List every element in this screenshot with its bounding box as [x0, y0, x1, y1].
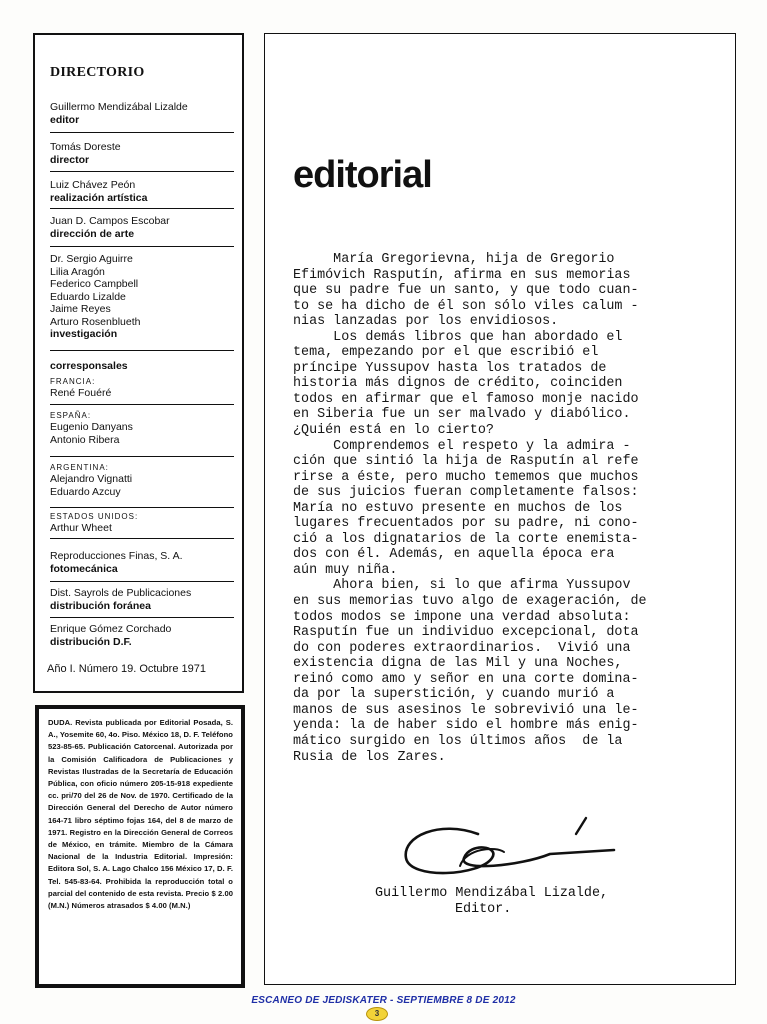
correspondent-name: René Fouéré [50, 387, 112, 399]
divider [50, 132, 234, 133]
country-label: ESTADOS UNIDOS: [50, 512, 139, 521]
divider [50, 456, 234, 457]
divider [50, 171, 234, 172]
legal-imprint-box [35, 705, 245, 988]
researcher-name: Dr. Sergio Aguirre [50, 253, 133, 265]
signature-role: Editor. [455, 902, 512, 917]
editorial-paragraph: Los demás libros que han abordado el tema, empezando por el que escribió el príncipe Yussupov hasta los tratados de historia más dignos de crédito, coinciden todos en afirmar que el famoso monje nacido en Siberia fue un ser malvado y diabólico. ¿Quién está en lo cierto? [293, 329, 639, 439]
research-team [50, 253, 234, 341]
staff-role: dirección de arte [50, 227, 135, 240]
correspondent-spain [50, 410, 234, 446]
service-role: distribución D.F. [50, 635, 132, 648]
staff-editor [50, 101, 234, 126]
correspondent-name: Alejandro Vignatti [50, 473, 133, 485]
staff-name: Tomás Doreste [50, 141, 121, 153]
editorial-panel [264, 33, 736, 985]
editorial-title: editorial [293, 154, 432, 196]
directory-box [33, 33, 244, 693]
correspondent-name: Arthur Wheet [50, 522, 112, 534]
research-role: investigación [50, 328, 118, 340]
correspondent-france [50, 376, 234, 400]
divider [50, 617, 234, 618]
staff-art-direction [50, 215, 234, 240]
signature-name: Guillermo Mendizábal Lizalde, [375, 886, 609, 901]
service-name: Reproducciones Finas, S. A. [50, 550, 183, 562]
divider [50, 581, 234, 582]
staff-director [50, 141, 234, 166]
researcher-name: Lilia Aragón [50, 265, 105, 278]
handwritten-signature [400, 806, 620, 886]
editorial-body [293, 252, 733, 765]
service-name: Dist. Sayrols de Publicaciones [50, 587, 192, 599]
legal-imprint-text: DUDA. Revista publicada por Editorial Posada, S. A., Yosemite 60, 4o. Piso. México 18, D. F. Teléfono 523-85-65. Publicación Catorcenal. Autorizada por la Comisión Calificadora de Publicaciones y Revistas Ilustradas de la Secretaría de Educación Pública, con oficio número 205-15-918 expediente cc. pri/70 del 26 de Nov. de 1970. Certificado de la Dirección General del Derecho de Autor número 164-71 libro séptimo fojas 164, del 8 de marzo de 1971. Registro en la Dirección General de Correos de México, en trámite. Miembro de la Cámara Nacional de la Industria Editorial. Impresión: Editora Sol, S. A. Lago Chalco 156 México 17, D. F. Tel. 545-83-64. Prohibida la reproducción total o parcial del contenido de esta revista. Precio $ 2.00 (M.N.) Números atrasados $ 4.00 (M.N.) [48, 718, 233, 911]
country-label: ARGENTINA: [50, 463, 109, 472]
correspondent-name: Eugenio Danyans [50, 421, 133, 433]
correspondents-heading: corresponsales [50, 360, 128, 372]
directory-title: DIRECTORIO [50, 65, 145, 80]
researcher-name: Federico Campbell [50, 278, 139, 290]
scan-credit: ESCANEO DE JEDISKATER - SEPTIEMBRE 8 DE 2012 [251, 995, 516, 1006]
divider [50, 350, 234, 351]
researcher-name: Eduardo Lizalde [50, 290, 126, 303]
editorial-paragraph: Ahora bien, si lo que afirma Yussupov en sus memorias tuvo algo de exageración, de todos modos se impone una verdad absoluta: Rasputín fue un individuo excepcional, dota do con poderes extraordinarios. Vivió una existencia digna de las Mil y una Noches, reinó como amo y señor en una corte domina- da por la superstición, y cuando murió a manos de sus asesinos le sobrevivió una le- yenda: la de haber sido el hombre más enig- mático surgido en los últimos años de la Rusia de los Zares. [293, 578, 647, 765]
staff-role: editor [50, 113, 80, 126]
divider [50, 404, 234, 405]
staff-name: Guillermo Mendizábal Lizalde [50, 101, 188, 113]
researcher-name: Arturo Rosenblueth [50, 315, 141, 328]
divider [50, 246, 234, 247]
correspondent-usa [50, 511, 234, 535]
service-role: distribución foránea [50, 599, 151, 612]
correspondent-name: Eduardo Azcuy [50, 485, 121, 498]
staff-role: director [50, 153, 90, 166]
editorial-paragraph: Comprendemos el respeto y la admira - ción que sintió la hija de Rasputín al refe rirse a éste, pero mucho tememos que muchos de sus juicios fueran completamente falsos: María no estuvo presente en muchos de los lugares frecuentados por su padre, ni cono- ció a los dignatarios de la corte enemista- dos con él. Además, en aquella época era aún muy niña. [293, 438, 639, 578]
correspondent-name: Antonio Ribera [50, 433, 120, 446]
divider [50, 208, 234, 209]
correspondent-argentina [50, 462, 234, 498]
service-role: fotomecánica [50, 562, 118, 575]
staff-art-realization [50, 179, 234, 204]
divider [50, 507, 234, 508]
signature-block [375, 886, 608, 918]
divider [50, 538, 234, 539]
page-number-badge: 3 [366, 1007, 388, 1021]
service-name: Enrique Gómez Corchado [50, 623, 172, 635]
issue-line: Año I. Número 19. Octubre 1971 [47, 663, 206, 675]
country-label: ESPAÑA: [50, 411, 92, 420]
staff-name: Luiz Chávez Peón [50, 179, 136, 191]
service-photomechanics [50, 550, 234, 575]
service-df-distribution [50, 623, 234, 648]
staff-name: Juan D. Campos Escobar [50, 215, 170, 227]
staff-role: realización artística [50, 191, 148, 204]
researcher-name: Jaime Reyes [50, 303, 111, 315]
country-label: FRANCIA: [50, 377, 96, 386]
service-foreign-distribution [50, 587, 234, 612]
editorial-paragraph: María Gregorievna, hija de Gregorio Efimóvich Rasputín, afirma en sus memorias que su padre fue un santo, y que todo cuan- to se ha dicho de él son sólo viles calum - nias lanzadas por los envidiosos. [293, 252, 639, 330]
